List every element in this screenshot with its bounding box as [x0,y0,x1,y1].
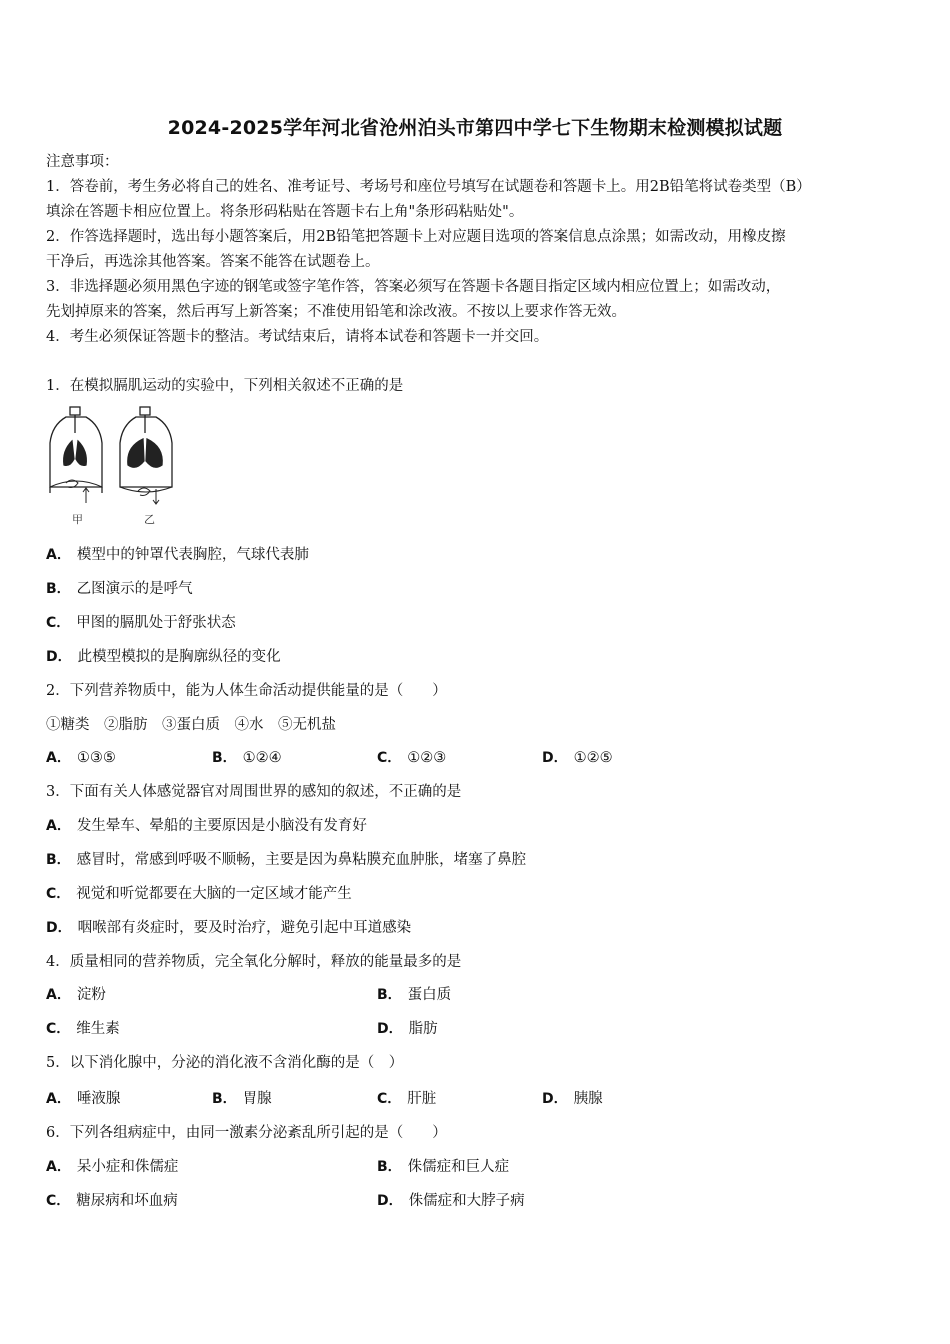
question-3-option-d: D． 咽喉部有炎症时，要及时治疗，避免引起中耳道感染 [46,920,412,936]
notice-line: 干净后，再选涂其他答案。答案不能答在试题卷上。 [46,254,380,270]
question-4-option-a: A． 淀粉 [46,987,106,1003]
question-6-option-c: C． 糖尿病和坏血病 [46,1193,178,1209]
bell-jar-jia [50,407,102,503]
question-1-stem: 1．在模拟膈肌运动的实验中，下列相关叙述不正确的是 [46,378,404,394]
question-5-option-d: D． 胰腺 [542,1091,603,1107]
question-3-stem: 3．下面有关人体感觉器官对周围世界的感知的叙述，不正确的是 [46,784,462,800]
question-2-sub: ①糖类 ②脂肪 ③蛋白质 ④水 ⑤无机盐 [46,717,336,733]
question-6-option-a: A． 呆小症和侏儒症 [46,1159,179,1175]
question-2-option-b: B． ①②④ [212,750,282,766]
question-4-stem: 4．质量相同的营养物质，完全氧化分解时，释放的能量最多的是 [46,954,462,970]
question-6-option-d: D． 侏儒症和大脖子病 [377,1193,525,1209]
question-2-stem: 2．下列营养物质中，能为人体生命活动提供能量的是（ ） [46,683,447,699]
question-6-stem: 6．下列各组病症中，由同一激素分泌紊乱所引起的是（ ） [46,1125,447,1141]
question-2-option-d: D． ①②⑤ [542,750,613,766]
notice-line: 4．考生必须保证答题卡的整洁。考试结束后，请将本试卷和答题卡一并交回。 [46,329,549,345]
figure-label-yi: 乙 [144,513,155,526]
notice-heading: 注意事项： [46,154,119,170]
question-1-option-b: B． 乙图演示的是呼气 [46,581,193,597]
exam-title: 2024-2025学年河北省沧州泊头市第四中学七下生物期末检测模拟试题 [167,117,783,139]
question-5-option-a: A． 唾液腺 [46,1091,121,1107]
question-3-option-a: A． 发生晕车、晕船的主要原因是小脑没有发育好 [46,818,367,834]
question-5-stem: 5．以下消化腺中，分泌的消化液不含消化酶的是（ ） [46,1055,404,1071]
question-1-option-c: C． 甲图的膈肌处于舒张状态 [46,615,236,631]
question-1-option-a: A． 模型中的钟罩代表胸腔，气球代表肺 [46,547,309,563]
question-2-option-c: C． ①②③ [377,750,447,766]
question-5-option-b: B． 胃腺 [212,1091,272,1107]
question-4-option-c: C． 维生素 [46,1021,120,1037]
question-3-option-b: B． 感冒时，常感到呼吸不顺畅，主要是因为鼻粘膜充血肿胀，堵塞了鼻腔 [46,852,527,868]
bell-jar-yi [120,407,172,504]
question-5-option-c: C． 肝脏 [377,1091,437,1107]
question-2-option-a: A． ①③⑤ [46,750,116,766]
notice-line: 先划掉原来的答案，然后再写上新答案；不准使用铅笔和涂改液。不按以上要求作答无效。 [46,304,626,320]
notice-line: 2．作答选择题时，选出每小题答案后，用2B铅笔把答题卡上对应题目选项的答案信息点涂黑；如需改动，用橡皮擦 [46,229,786,245]
bell-jar-diaphragm-figure [44,403,184,531]
figure-label-jia: 甲 [72,513,83,526]
question-4-option-d: D． 脂肪 [377,1021,438,1037]
question-4-option-b: B． 蛋白质 [377,987,452,1003]
question-6-option-b: B． 侏儒症和巨人症 [377,1159,510,1175]
question-3-option-c: C． 视觉和听觉都要在大脑的一定区域才能产生 [46,886,352,902]
question-1-option-d: D． 此模型模拟的是胸廓纵径的变化 [46,649,281,665]
notice-line: 1．答卷前，考生务必将自己的姓名、准考证号、考场号和座位号填写在试题卷和答题卡上。用2B铅笔将试卷类型（B） [46,179,811,195]
notice-line: 填涂在答题卡相应位置上。将条形码粘贴在答题卡右上角"条形码粘贴处"。 [46,204,524,220]
notice-line: 3．非选择题必须用黑色字迹的钢笔或签字笔作答，答案必须写在答题卡各题目指定区域内相应位置上；如需改动， [46,279,781,295]
